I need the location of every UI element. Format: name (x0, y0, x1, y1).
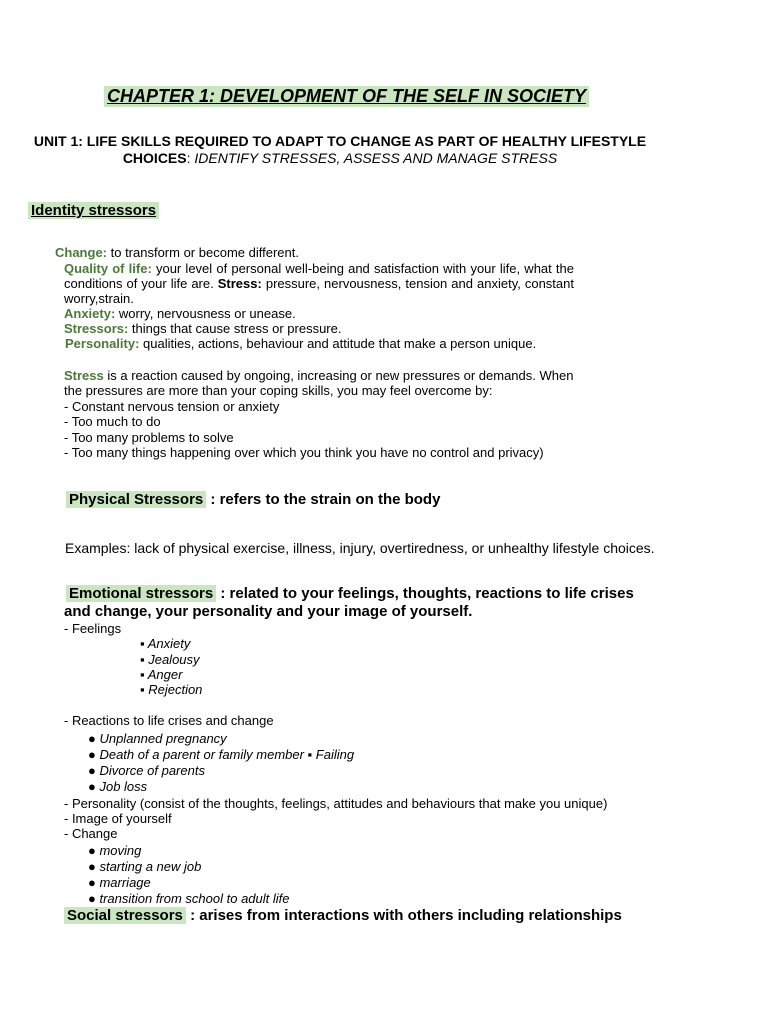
change-label: - Change (64, 826, 118, 841)
physical-stressors-section (66, 491, 440, 508)
personality-line: - Personality (consist of the thoughts, feelings, attitudes and behaviours that make you unique) (64, 796, 608, 811)
list-item: ▪ Jealousy (140, 652, 200, 667)
stressors-def: things that cause stress or pressure. (128, 321, 342, 336)
list-item: - Too many problems to solve (64, 430, 234, 445)
unit-colon: : (186, 150, 195, 166)
physical-stressors-desc: : refers to the strain on the body (206, 491, 441, 508)
list-item: ▪ Anxiety (140, 636, 191, 651)
stress-term: Stress: (217, 276, 262, 291)
unit-heading-line1: UNIT 1: LIFE SKILLS REQUIRED TO ADAPT TO CHANGE AS PART OF HEALTHY LIFESTYLE (33, 133, 647, 149)
identity-stressors-heading: Identity stressors (28, 202, 159, 219)
qol-def: your level of personal well-being and satisfaction with your life, what the conditions of your life are. (64, 261, 575, 291)
list-item: ● Divorce of parents (88, 763, 205, 778)
chapter-title: CHAPTER 1: DEVELOPMENT OF THE SELF IN SOCIETY (104, 86, 589, 107)
emotional-stressors-section (66, 585, 634, 602)
unit-subtitle: IDENTIFY STRESSES, ASSESS AND MANAGE STRESS (194, 150, 558, 166)
list-item: ● Death of a parent or family member ▪ Failing (88, 747, 355, 762)
physical-examples: Examples: lack of physical exercise, illness, injury, overtiredness, or unhealthy lifestyle choices. (65, 540, 655, 556)
stressors-term: Stressors: (64, 321, 129, 336)
list-item: ● transition from school to adult life (88, 891, 290, 906)
unit-choices: CHOICES (122, 150, 187, 166)
stress-para-rest: is a reaction caused by ongoing, increasing or new pressures or demands. When (103, 368, 574, 383)
qol-term: Quality of life: (64, 261, 152, 276)
anxiety-definition (64, 306, 296, 321)
anxiety-def: worry, nervousness or unease. (115, 306, 296, 321)
quality-of-life-definition (64, 261, 574, 306)
physical-stressors-heading: Physical Stressors (66, 491, 206, 508)
social-stressors-section (64, 907, 622, 924)
social-stressors-heading: Social stressors (64, 907, 186, 924)
stress-para-term: Stress (64, 368, 104, 383)
list-item: ● Job loss (88, 779, 148, 794)
change-def: to transform or become different. (107, 245, 299, 260)
reactions-label: - Reactions to life crises and change (64, 713, 274, 728)
list-item: - Too much to do (64, 414, 161, 429)
social-stressors-desc: : arises from interactions with others including relationships (185, 907, 622, 924)
list-item: ● moving (88, 843, 142, 858)
stressors-definition (64, 321, 341, 336)
list-item: ● Unplanned pregnancy (88, 731, 227, 746)
personality-def: qualities, actions, behaviour and attitude that make a person unique. (139, 336, 537, 351)
list-item: ▪ Anger (140, 667, 183, 682)
change-term: Change: (55, 245, 107, 260)
personality-definition (65, 336, 536, 351)
list-item: ● marriage (88, 875, 151, 890)
emotional-stressors-desc-line2: and change, your personality and your image of yourself. (64, 603, 473, 620)
feelings-label: - Feelings (64, 621, 122, 636)
list-item: ● starting a new job (88, 859, 202, 874)
image-line: - Image of yourself (64, 811, 172, 826)
list-item: ▪ Rejection (140, 682, 203, 697)
stress-paragraph-line2: the pressures are more than your coping skills, you may feel overcome by: (64, 383, 493, 398)
stress-def: pressure, nervousness, tension and anxiety, constant worry,strain. (64, 276, 574, 306)
list-item: - Constant nervous tension or anxiety (64, 399, 280, 414)
personality-term: Personality: (65, 336, 140, 351)
anxiety-term: Anxiety: (64, 306, 116, 321)
stress-paragraph-line1 (64, 368, 573, 383)
change-definition (55, 245, 299, 260)
emotional-stressors-heading: Emotional stressors (66, 585, 216, 602)
emotional-stressors-desc: : related to your feelings, thoughts, reactions to life crises (216, 585, 634, 602)
list-item: - Too many things happening over which you think you have no control and privacy) (64, 445, 544, 460)
unit-heading-line2 (0, 150, 680, 166)
